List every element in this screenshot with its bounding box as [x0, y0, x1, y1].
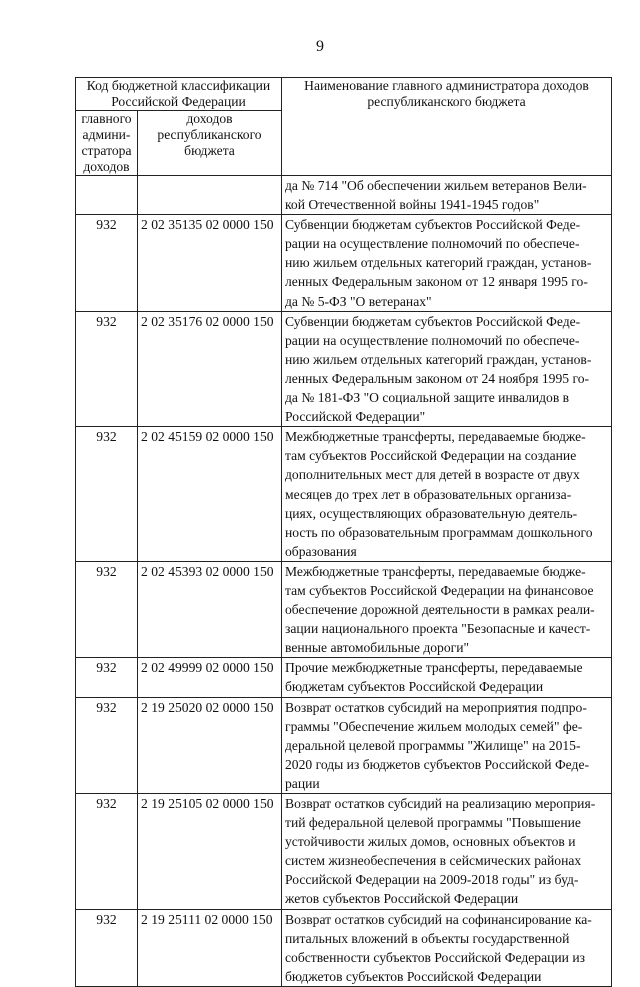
table-row — [76, 794, 612, 910]
name-line: зации национального проекта "Безопасные и качест- — [285, 621, 591, 637]
name-line: Возврат остатков субсидий на реализацию мероприя- — [285, 796, 596, 811]
admin-code-cell — [76, 176, 138, 215]
name-line: питальных вложений в объекты государственной — [285, 930, 570, 946]
name-line: собственности субъектов Российской Федерации из — [285, 949, 585, 965]
name-line: Межбюджетные трансферты, передаваемые бюдже- — [285, 563, 586, 579]
admin-code-cell: 932 — [76, 215, 138, 311]
table-row — [76, 311, 612, 427]
name-line: Российской Федерации" — [285, 409, 426, 425]
name-line: Российской Федерации на 2009-2018 годы" из буд- — [285, 872, 579, 888]
admin-code-cell: 932 — [76, 311, 138, 427]
name-line: граммы "Обеспечение жильем молодых семей" фе- — [285, 718, 583, 734]
name-line: Прочие межбюджетные трансферты, передаваемые — [285, 660, 583, 676]
name-line: систем жизнеобеспечения в сейсмических районах — [285, 853, 582, 869]
name-line: рации — [285, 775, 320, 791]
table-row — [76, 427, 612, 562]
budget-classification-table — [75, 77, 612, 987]
name-line: там субъектов Российской Федерации на создание — [285, 448, 577, 464]
table-row — [76, 176, 612, 215]
revenue-code-cell: 2 02 35135 02 0000 150 — [138, 215, 282, 311]
revenue-name-cell — [282, 311, 612, 427]
revenue-code-cell — [138, 176, 282, 215]
name-line: Межбюджетные трансферты, передаваемые бюдже- — [285, 429, 586, 445]
admin-code-cell: 932 — [76, 561, 138, 657]
revenue-code-cell: 2 02 49999 02 0000 150 — [138, 658, 282, 697]
table-row — [76, 215, 612, 311]
name-line: рации на осуществление полномочий по обеспече- — [285, 332, 580, 348]
admin-code-cell: 932 — [76, 658, 138, 697]
name-line: нию жильем отдельных категорий граждан, установ- — [285, 351, 592, 367]
admin-code-cell: 932 — [76, 697, 138, 793]
name-line: да № 181-ФЗ "О социальной защите инвалидов в — [285, 390, 570, 406]
name-line: рации на осуществление полномочий по обеспече- — [285, 236, 580, 252]
table-row — [76, 658, 612, 697]
name-line: устойчивости жилых домов, основных объектов и — [285, 834, 576, 850]
name-line: месяцев до трех лет в образовательных организа- — [285, 486, 572, 502]
revenue-name-cell — [282, 697, 612, 793]
name-line: венные автомобильные дороги" — [285, 640, 470, 656]
revenue-name-cell — [282, 658, 612, 697]
revenue-code-cell: 2 02 45393 02 0000 150 — [138, 561, 282, 657]
header-administrator-name: Наименование главного администратора доходов республиканского бюджета — [282, 78, 612, 176]
revenue-code-cell: 2 19 25020 02 0000 150 — [138, 697, 282, 793]
table-row — [76, 697, 612, 793]
name-line: бюджетов субъектов Российской Федерации — [285, 968, 542, 984]
name-line: жетов субъектов Российской Федерации — [285, 891, 519, 907]
header-main-administrator: главного админи-стратора доходов — [76, 111, 138, 176]
name-line: деральной целевой программы "Жилище" на 2015- — [285, 737, 581, 753]
page-number: 9 — [316, 38, 324, 55]
name-line: кой Отечественной войны 1941-1945 годов" — [285, 197, 540, 213]
admin-code-cell: 932 — [76, 909, 138, 986]
revenue-name-cell — [282, 909, 612, 986]
name-line: да № 714 "Об обеспечении жильем ветеранов Вели- — [285, 178, 587, 193]
revenue-name-cell — [282, 794, 612, 910]
name-line: ность по образовательным программам дошкольного — [285, 524, 593, 540]
name-line: образования — [285, 543, 357, 559]
name-line: Возврат остатков субсидий на софинансирование ка- — [285, 911, 592, 927]
admin-code-cell: 932 — [76, 794, 138, 910]
revenue-code-cell: 2 19 25111 02 0000 150 — [138, 909, 282, 986]
name-line: 2020 годы из бюджетов субъектов Российской Феде- — [285, 756, 590, 772]
name-line: бюджетам субъектов Российской Федерации — [285, 679, 544, 695]
name-line: там субъектов Российской Федерации на финансовое — [285, 582, 594, 598]
name-line: дополнительных мест для детей в возрасте от двух — [285, 467, 580, 483]
table-row — [76, 909, 612, 986]
name-line: Субвенции бюджетам субъектов Российской Феде- — [285, 313, 581, 329]
name-line: нию жильем отдельных категорий граждан, установ- — [285, 255, 592, 271]
revenue-code-cell: 2 02 45159 02 0000 150 — [138, 427, 282, 562]
revenue-name-cell — [282, 215, 612, 311]
header-budget-classification-code: Код бюджетной классификации Российской Федерации — [76, 78, 282, 111]
name-line: ленных Федеральным законом от 24 ноября 1995 го- — [285, 370, 590, 386]
name-line: Субвенции бюджетам субъектов Российской Феде- — [285, 217, 581, 233]
name-line: тий федеральной целевой программы "Повышение — [285, 815, 581, 831]
revenue-code-cell: 2 19 25105 02 0000 150 — [138, 794, 282, 910]
name-line: циях, осуществляющих образовательную деятель- — [285, 505, 578, 521]
admin-code-cell: 932 — [76, 427, 138, 562]
revenue-name-cell — [282, 561, 612, 657]
header-revenue-code: доходов республиканского бюджета — [138, 111, 282, 176]
revenue-name-cell — [282, 176, 612, 215]
name-line: ленных Федеральным законом от 12 января 1995 го- — [285, 274, 588, 290]
table-row — [76, 561, 612, 657]
revenue-name-cell — [282, 427, 612, 562]
name-line: да № 5-ФЗ "О ветеранах" — [285, 293, 432, 309]
name-line: обеспечение дорожной деятельности в рамках реали- — [285, 602, 595, 618]
name-line: Возврат остатков субсидий на мероприятия подпро- — [285, 699, 587, 715]
table-header — [76, 78, 612, 176]
revenue-code-cell: 2 02 35176 02 0000 150 — [138, 311, 282, 427]
table-body — [76, 176, 612, 987]
